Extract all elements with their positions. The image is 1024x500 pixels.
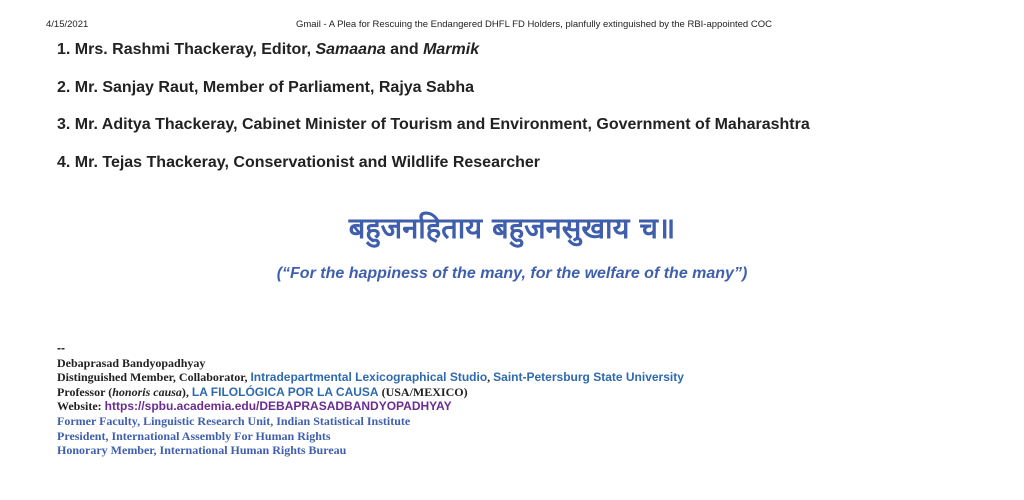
email-signature bbox=[57, 341, 684, 458]
sanskrit-motto: बहुजनहिताय बहुजनसुखाय च॥ bbox=[348, 211, 676, 245]
signature-name: Debaprasad Bandyopadhyay bbox=[57, 355, 206, 370]
recipient-item-3: 3. Mr. Aditya Thackeray, Cabinet Minister of Tourism and Environment, Government of Maharashtra bbox=[57, 116, 810, 133]
spbu-link[interactable]: Saint-Petersburg State University bbox=[493, 370, 684, 385]
recipient-item-2: 2. Mr. Sanjay Raut, Member of Parliament, Rajya Sabha bbox=[57, 78, 475, 96]
recipient-item-4: 4. Mr. Tejas Thackeray, Conservationist and Wildlife Researcher bbox=[57, 153, 540, 171]
signature-line-president: President, International Assembly For Human Rights bbox=[57, 428, 331, 443]
signature-separator: -- bbox=[57, 341, 65, 355]
line1-separator: , bbox=[487, 370, 494, 385]
website-label: Website: bbox=[57, 399, 105, 414]
recipient-list bbox=[57, 40, 810, 190]
signature-line-honorary: Honorary Member, International Human Rights Bureau bbox=[57, 443, 347, 458]
motto-translation: (“For the happiness of the many, for the welfare of the many”) bbox=[276, 265, 748, 282]
publication-samaana: Samaana bbox=[315, 41, 386, 58]
signature-line-former: Former Faculty, Linguistic Research Unit, Indian Statistical Institute bbox=[57, 413, 411, 428]
website-link[interactable]: https://spbu.academia.edu/DEBAPRASADBANDYOPADHYAY bbox=[104, 399, 452, 414]
signature-line-professor bbox=[57, 385, 684, 400]
distinguished-label: Distinguished Member, Collaborator, bbox=[57, 370, 251, 385]
print-title: Gmail - A Plea for Rescuing the Endangered DHFL FD Holders, planfully extinguished by the RBI-appointed COC bbox=[296, 19, 772, 30]
signature-line-website bbox=[57, 399, 684, 414]
professor-suffix: (USA/MEXICO) bbox=[378, 384, 468, 399]
recipient-item-1 bbox=[57, 40, 810, 78]
filologica-link[interactable]: LA FILOLÓGICA POR LA CAUSA bbox=[191, 384, 379, 399]
print-date: 4/15/2021 bbox=[46, 19, 89, 30]
signature-line-distinguished bbox=[57, 370, 684, 385]
lexicographical-studio-link[interactable]: Intradepartmental Lexicographical Studio bbox=[250, 370, 488, 385]
honoris-causa: honoris causa bbox=[112, 384, 182, 399]
publication-marmik: Marmik bbox=[423, 41, 480, 58]
recipient-1-and: and bbox=[385, 41, 424, 58]
professor-label: Professor ( bbox=[57, 384, 113, 399]
recipient-1-text: 1. Mrs. Rashmi Thackeray, Editor, bbox=[57, 41, 316, 58]
professor-mid: ), bbox=[181, 384, 192, 399]
